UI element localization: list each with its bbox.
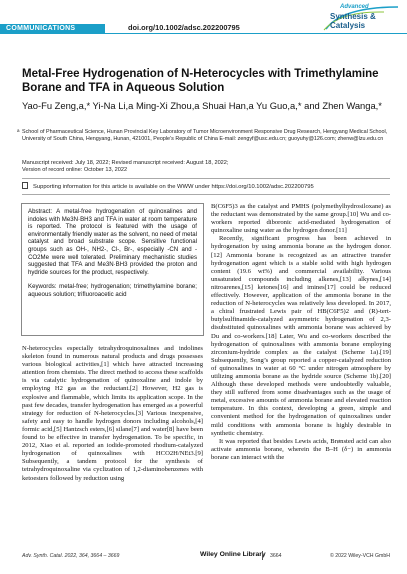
logo-advanced-text: Advanced: [340, 4, 369, 10]
section-label: COMMUNICATIONS: [0, 24, 105, 34]
supporting-info-text[interactable]: Supporting information for this article is available on the WWW under https://doi.org/10.1002/adsc.202200795: [33, 184, 314, 190]
body-column-right: [211, 203, 391, 462]
page-number: 3664: [270, 553, 282, 559]
doi-link[interactable]: doi.org/10.1002/adsc.202200795: [128, 23, 240, 32]
abstract-box: [21, 203, 204, 336]
divider: [22, 178, 390, 179]
version-record: Version of record online: October 13, 2022: [22, 167, 128, 174]
footer-publisher[interactable]: Wiley Online Library: [200, 551, 266, 558]
abstract-text: Abstract: A metal-free hydrogenation of quinoxalines and indoles with Me3N·BH3 and TFA in water at room temperature is reported. The protocol is featured with the usage of environmentally friendly water as the solvent, no need of metal catalyst and broad substrate scope. Sensitive functional groups such as OH-, NH2-, Cl-, Br-, especially -CN and -CO2Me were well tolerated. Preliminary mechanistic studies suggested that TFA and Me3N·BH3 provided the proton and hydride sources for the product, respectively.: [28, 208, 197, 276]
document-icon: [22, 182, 28, 189]
received-dates: Manuscript received: July 18, 2022; Revised manuscript received: August 18, 2022;: [22, 160, 229, 166]
affiliation: [17, 128, 390, 142]
divider: [22, 194, 390, 195]
header-rule: [105, 33, 407, 34]
logo-synthesis-text: Synthesis &: [330, 12, 376, 21]
paragraph: Recently, significant progress has been achieved in hydrogenation by using ammonia borane as the hydrogen donor.[12] Ammonia borane is recognized as an attractive transfer hydrogenation agent which is a stable solid with high hydrogen content (19.6 wt%) and commercial availability. Various unsaturated compounds including alkenes,[13] alkynes,[14] nitroarenes,[15] ketones[16] and imines[17] could be reduced effectively. However, application of the ammonia borane in the reduction of N-heterocycles was relatively less developed. In 2017, a chiral frustrated Lewis pair of HB(C6F5)2 and (R)-tert-butylsulfinamide-catalyzed asymmetric hydrogenation of 2,3-disubstituted quinoxalines with ammonia borane was achieved by Du and co-workers.[18] Later, Wu and co-workers described the hydrogenation of quinoxalines with ammonia borane employing zirconium-hydride complex as the catalyst (Scheme 1a).[19] Subsequently, Song’s group reported a copper-catalyzed reduction of quinoxalines in water at 60 °C under nitrogen atmosphere by utilizing ammonia borane as the hydride source (Scheme 1b).[20] Although these developed methods were undoubtedly valuable, they still suffered from some disadvantages such as the usage of metal, excessive amounts of ammonia borane and elevated reaction temperature. In this context, developing a green, simple and convenient method for the hydrogenation of quinoxalines under mild conditions with ammonia borane is highly desirable in synthetic chemistry.: [211, 235, 391, 437]
manuscript-dates: [22, 160, 390, 175]
article-title: Metal-Free Hydrogenation of N-Heterocycles with Trimethylamine Borane and TFA in Aqueous Solution: [22, 68, 379, 94]
paragraph: It was reported that besides Lewis acids, Brønsted acid can also activate ammonia borane, wherein the B–H (δ−) in ammonia borane can interact with the: [211, 437, 391, 461]
footer-citation: Adv. Synth. Catal. 2022, 364, 3664 – 3669: [22, 553, 120, 559]
page-footer: [22, 551, 390, 561]
page-header: [0, 0, 407, 34]
keywords: Keywords: metal-free; hydrogenation; trimethylamine borane; aqueous solution; trifluoroacetic acid: [28, 283, 197, 298]
footer-divider: [262, 551, 263, 560]
copyright: © 2022 Wiley-VCH GmbH: [329, 553, 390, 559]
logo-catalysis-text: Catalysis: [330, 21, 366, 30]
affiliation-text: School of Pharmaceutical Science, Hunan Provincial Key Laboratory of Tumor Microenvironment Responsive Drug Research, Hengyang Medical School, University of South China, Hengyang, Hunan, 421001, People’s Republic of China E-mail: zengyf@usc.edu.cn; guoyuhy@126.com; zhenw@lzu.edu.cn: [22, 129, 388, 142]
paragraph: N-heterocycles especially tetrahydroquinoxalines and indolines skeleton found in numerous natural products and drugs possesses various biological activities,[1] which have attracted increasing attention from chemists. The direct method to access these scaffolds is via catalytic hydrogenation of quinoxaline and indole by employing H2 gas as the reductant.[2] However, H2 gas is explosive and flammable, which limits its application scope. In the past few decades, transfer hydrogenation has emerged as a powerful strategy for reduction of N-heterocycles.[3] Various inexpensive, safety and easy to handle hydrogen donors including alcohols,[4] formic acid,[5] Hantzsch esters,[6] silane[7] and water[8] have been found to be effective in transfer hydrogenation. To be specific, in 2012, Xiao et al. reported an iodide-promoted rhodium-catalyzed hydrogenation of quinoxalines with HCO2H/NEt3.[9] Subsequently, a tandem protocol for the synthesis of tetrahydroquinoxaline via cyclization of 1,2-diaminobenzenes with ketoesters followed by reduction using: [22, 345, 203, 482]
journal-logo: [322, 3, 402, 31]
body-column-left: [22, 345, 203, 483]
paragraph: B(C6F5)3 as the catalyst and PMHS (polymethylhydrosiloxane) as the reductant was demonstrated by the same group.[10] Wu and co-workers reported diboronic acid-mediated hydrogenation of quinoxaline using water as the hydrogen donor.[11]: [211, 203, 391, 235]
author-list: Yao-Fu Zeng,a,* Yi-Na Li,a Ming-Xi Zhou,a Shuai Han,a Yu Guo,a,* and Zhen Wanga,*: [22, 100, 382, 111]
affiliation-mark: a: [17, 128, 20, 133]
supporting-info[interactable]: [22, 182, 392, 191]
